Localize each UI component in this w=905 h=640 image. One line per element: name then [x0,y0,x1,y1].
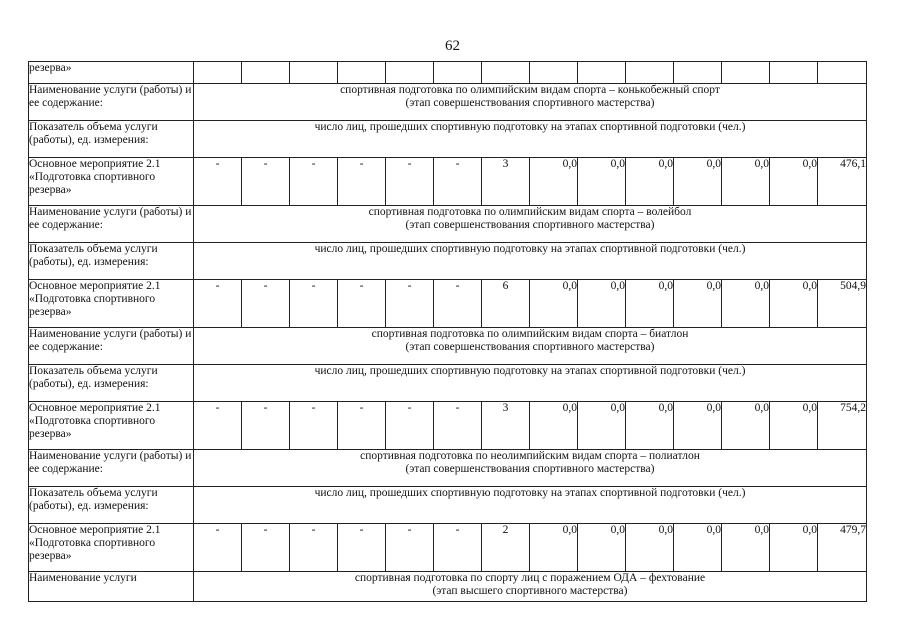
table-cell-value: 0,0 [674,524,722,572]
service-label: Наименование услуги (работы) и ее содержание: [29,328,194,365]
table-row-indicator [29,243,867,280]
table-cell-value: 0,0 [578,402,626,450]
table-cell-value: 0,0 [722,402,770,450]
table-cell-value: - [434,158,482,206]
table-cell-value: - [242,158,290,206]
service-name: спортивная подготовка по олимпийским видам спорта – волейбол [368,206,692,218]
table-cell-value: - [386,402,434,450]
table-cell-value: 476,1 [818,158,867,206]
table-cell [578,62,626,84]
table-cell-value: - [242,524,290,572]
table-row-indicator [29,365,867,402]
indicator-label: Показатель объема услуги (работы), ед. измерения: [29,243,194,280]
table-cell-value: 0,0 [770,402,818,450]
activity-label: Основное мероприятие 2.1 «Подготовка спортивного резерва» [29,158,194,206]
table-cell [818,62,867,84]
table-cell-value: 0,0 [674,158,722,206]
table-cell-value: 0,0 [578,280,626,328]
table-cell-value: 754,2 [818,402,867,450]
service-description [194,450,867,487]
table-cell-value: 479,7 [818,524,867,572]
table-cell-value: - [242,402,290,450]
table-cell [194,62,242,84]
table-cell-value: 3 [482,158,530,206]
indicator-label: Показатель объема услуги (работы), ед. измерения: [29,487,194,524]
row-label-fragment: резерва» [29,62,194,84]
table-cell [722,62,770,84]
table-row-activity [29,524,867,572]
service-stage: (этап совершенствования спортивного мастерства) [405,219,655,232]
table-cell-value: 0,0 [674,280,722,328]
table-cell-value: - [386,280,434,328]
table-cell-value: - [242,280,290,328]
table-cell-value: 0,0 [770,158,818,206]
table-cell [530,62,578,84]
table-cell-value: 0,0 [578,158,626,206]
service-label: Наименование услуги [29,572,194,602]
table-cell-value: 2 [482,524,530,572]
table-cell-value: - [290,524,338,572]
table-cell-value: - [338,402,386,450]
service-name: спортивная подготовка по спорту лиц с поражением ОДА – фехтование [354,572,706,584]
indicator-description: число лиц, прошедших спортивную подготовку на этапах спортивной подготовки (чел.) [194,365,867,402]
indicator-description: число лиц, прошедших спортивную подготовку на этапах спортивной подготовки (чел.) [194,487,867,524]
service-description [194,572,867,602]
service-stage: (этап совершенствования спортивного мастерства) [405,341,655,354]
table-cell-value: 0,0 [626,402,674,450]
service-stage: (этап совершенствования спортивного мастерства) [405,97,655,110]
table-cell-value: 504,9 [818,280,867,328]
service-label: Наименование услуги (работы) и ее содержание: [29,84,194,121]
table-cell-value: 3 [482,402,530,450]
table-cell-value: 0,0 [722,280,770,328]
table-row-activity [29,402,867,450]
table-cell-value: 0,0 [674,402,722,450]
table-row-service [29,450,867,487]
table-cell-value: - [194,158,242,206]
table-cell-value: 0,0 [626,158,674,206]
table-cell [482,62,530,84]
service-name: спортивная подготовка по олимпийским видам спорта – биатлон [371,328,689,340]
table-cell-value: 0,0 [530,158,578,206]
indicator-label: Показатель объема услуги (работы), ед. измерения: [29,121,194,158]
table-cell [242,62,290,84]
table-cell [770,62,818,84]
table-cell-value: - [338,158,386,206]
table-cell-value: - [194,402,242,450]
table-cell [434,62,482,84]
table-cell-value: - [338,280,386,328]
table-cell [386,62,434,84]
table-cell-value: 6 [482,280,530,328]
table-cell-value: - [290,158,338,206]
table-cell-value: 0,0 [722,158,770,206]
table-cell-value: - [386,158,434,206]
table-cell-value: - [194,280,242,328]
table-row-service [29,328,867,365]
table-cell [674,62,722,84]
table-cell-value: 0,0 [578,524,626,572]
indicator-description: число лиц, прошедших спортивную подготовку на этапах спортивной подготовки (чел.) [194,243,867,280]
service-label: Наименование услуги (работы) и ее содержание: [29,206,194,243]
table-row-service [29,206,867,243]
table-cell-value: - [434,280,482,328]
table-cell-value: - [194,524,242,572]
activity-label: Основное мероприятие 2.1 «Подготовка спортивного резерва» [29,402,194,450]
table-cell-value: 0,0 [626,280,674,328]
table-cell-value: 0,0 [770,280,818,328]
service-label: Наименование услуги (работы) и ее содержание: [29,450,194,487]
service-description [194,206,867,243]
table-cell-value: - [338,524,386,572]
service-description [194,84,867,121]
table-cell [338,62,386,84]
table-row-service [29,572,867,602]
table-cell-value: 0,0 [530,280,578,328]
table-cell [290,62,338,84]
table-row-service [29,84,867,121]
table-cell-value: - [290,280,338,328]
table-cell-value: - [386,524,434,572]
table-cell [626,62,674,84]
table-row-indicator [29,487,867,524]
table-row-indicator [29,121,867,158]
table-cell-value: 0,0 [770,524,818,572]
table-cell-value: 0,0 [722,524,770,572]
service-name: спортивная подготовка по неолимпийским видам спорта – полиатлон [360,450,700,462]
activity-label: Основное мероприятие 2.1 «Подготовка спортивного резерва» [29,524,194,572]
table-row-activity [29,280,867,328]
activity-label: Основное мероприятие 2.1 «Подготовка спортивного резерва» [29,280,194,328]
table-cell-value: - [290,402,338,450]
service-stage: (этап высшего спортивного мастерства) [432,585,628,598]
table-row-fragment [29,62,867,84]
service-stage: (этап совершенствования спортивного мастерства) [405,463,655,476]
service-description [194,328,867,365]
table-cell-value: 0,0 [530,402,578,450]
service-name: спортивная подготовка по олимпийским видам спорта – конькобежный спорт [340,84,720,96]
table-cell-value: 0,0 [626,524,674,572]
services-table [28,61,867,602]
page-number: 62 [445,38,460,54]
indicator-description: число лиц, прошедших спортивную подготовку на этапах спортивной подготовки (чел.) [194,121,867,158]
table-cell-value: 0,0 [530,524,578,572]
table-cell-value: - [434,524,482,572]
indicator-label: Показатель объема услуги (работы), ед. измерения: [29,365,194,402]
table-row-activity [29,158,867,206]
table-cell-value: - [434,402,482,450]
